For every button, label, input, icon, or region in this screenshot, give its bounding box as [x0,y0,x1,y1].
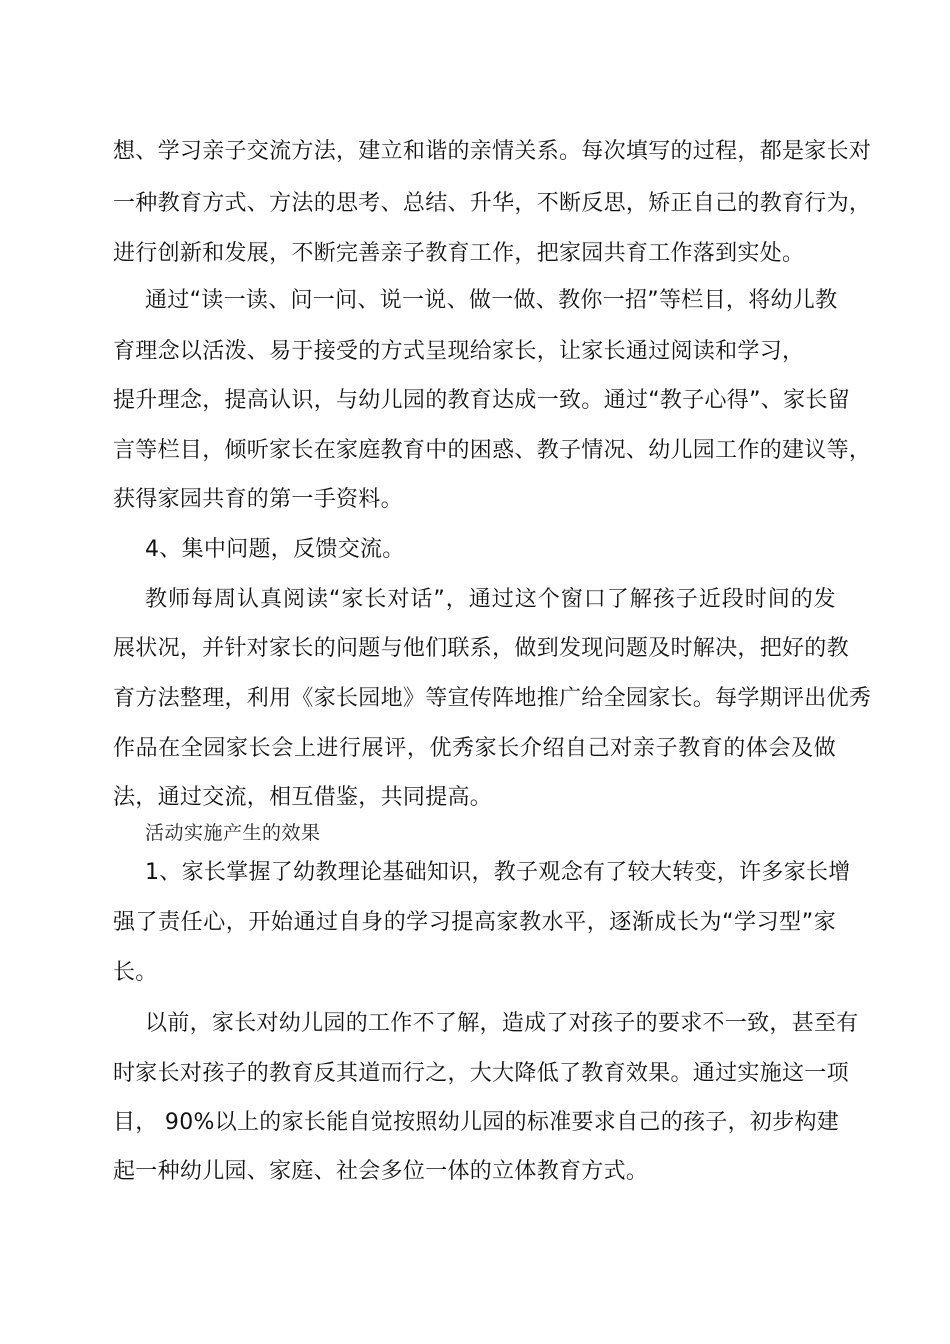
body-text-line: 言等栏目，倾听家长在家庭教育中的困惑、教子情况、幼儿园工作的建议等， [113,438,872,463]
body-text-line: 法，通过交流，相互借鉴，共同提高。 [113,785,493,810]
body-text-line: 进行创新和发展，不断完善亲子教育工作，把家园共育工作落到实处。 [113,241,805,266]
body-text-line: 一种教育方式、方法的思考、总结、升华，不断反思，矫正自己的教育行为， [113,191,872,216]
body-text-line: 育理念以活泼、易于接受的方式呈现给家长，让家长通过阅读和学习， [113,339,805,364]
body-text-line: 作品在全园家长会上进行展评，优秀家长介绍自己对亲子教育的体会及做 [113,736,836,761]
body-text-line: 时家长对孩子的教育反其道而行之，大大降低了教育效果。通过实施这一项 [113,1061,849,1086]
body-text-line: 1、家长掌握了幼教理论基础知识，教子观念有了较大转变，许多家长增 [145,860,851,885]
body-text-line: 育方法整理，利用《家长园地》等宣传阵地推广给全园家长。每学期评出优秀 [113,686,872,711]
section-heading: 4、集中问题，反馈交流。 [145,537,405,562]
body-text-line: 展状况，并针对家长的问题与他们联系，做到发现问题及时解决，把好的教 [113,636,849,661]
body-text-line: 教师每周认真阅读“家长对话”，通过这个窗口了解孩子近段时间的发 [145,587,836,612]
section-subheading: 活动实施产生的效果 [145,822,321,844]
body-text-line: 强了责任心，开始通过自身的学习提高家教水平，逐渐成长为“学习型”家 [113,910,836,935]
body-text-line: 想、学习亲子交流方法，建立和谐的亲情关系。每次填写的过程，都是家长对 [113,139,872,164]
body-text-line: 长。 [113,960,158,985]
body-text-line: 提升理念，提高认识，与幼儿园的教育达成一致。通过“教子心得”、家长留 [113,388,850,413]
body-text-line: 通过“读一读、问一问、说一说、做一做、教你一招”等栏目，将幼儿教 [145,288,838,313]
body-text-line: 起一种幼儿园、家庭、社会多位一体的立体教育方式。 [113,1159,649,1184]
body-text-line: 以前，家长对幼儿园的工作不了解，造成了对孩子的要求不一致，甚至有 [145,1011,859,1036]
body-text-line: 目， 90%以上的家长能自觉按照幼儿园的标准要求自己的孩子，初步构建 [113,1110,840,1135]
body-text-line: 获得家园共育的第一手资料。 [113,487,403,512]
